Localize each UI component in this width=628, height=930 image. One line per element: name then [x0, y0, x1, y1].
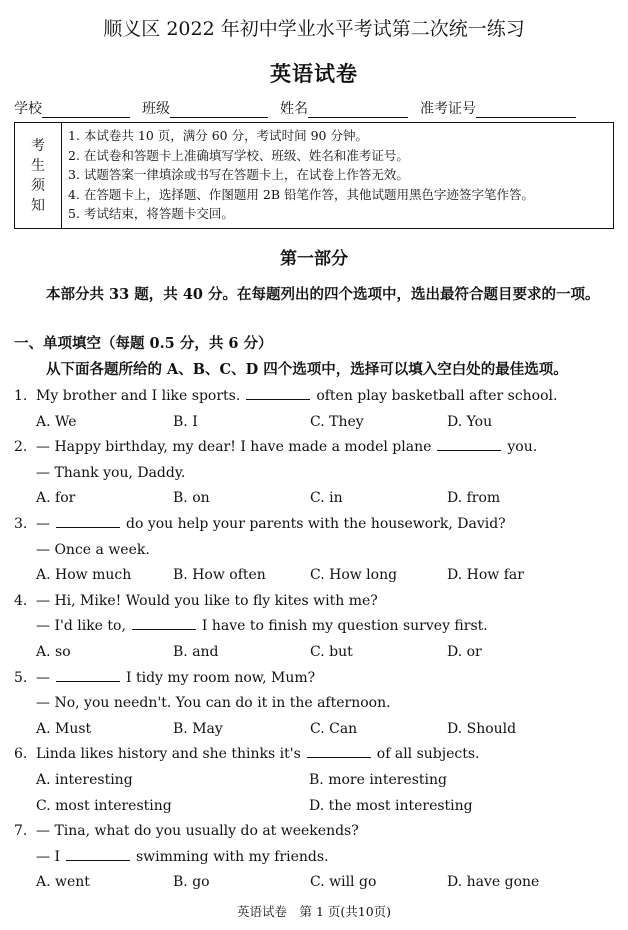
info-field-label: 姓名 — [280, 101, 308, 117]
question-number: 1. — [14, 388, 28, 404]
question-stem-line — [14, 666, 614, 692]
info-field-label: 班级 — [142, 101, 170, 117]
option-row — [14, 794, 614, 820]
info-field — [280, 98, 408, 118]
exam-subtitle: 英语试卷 — [270, 61, 358, 86]
part-intro: 本部分共 33 题，共 40 分。在每题列出的四个选项中，选出最符合题目要求的一项。 — [46, 286, 600, 303]
info-field — [420, 98, 576, 118]
question-text: — — [36, 669, 50, 686]
question-text: do you help your parents with the housework, David? — [126, 515, 506, 532]
answer-option[interactable]: A. We — [36, 413, 77, 430]
question-stem-line — [14, 461, 614, 487]
section-instruction: 从下面各题所给的 A、B、C、D 四个选项中，选择可以填入空白处的最佳选项。 — [46, 361, 568, 378]
answer-option[interactable]: C. How long — [310, 567, 398, 584]
question-text: — Hi, Mike! Would you like to fly kites with me? — [36, 592, 378, 609]
answer-option[interactable]: C. but — [310, 643, 353, 660]
question-stem-line — [14, 435, 614, 461]
question-number: 3. — [14, 515, 28, 532]
question-number: 7. — [14, 823, 28, 840]
answer-option[interactable]: D. How far — [447, 567, 524, 584]
notice-item: 5. 考试结束，将答题卡交回。 — [68, 206, 234, 221]
notice-label-char: 须 — [31, 177, 45, 194]
notice-item: 2. 在试卷和答题卡上准确填写学校、班级、姓名和准考证号。 — [68, 147, 409, 163]
option-row — [14, 410, 614, 436]
answer-option[interactable]: A. went — [36, 874, 90, 891]
answer-option[interactable]: B. I — [173, 413, 198, 430]
answer-option[interactable]: B. on — [173, 490, 210, 507]
question-text: Linda likes history and she thinks it's — [36, 746, 301, 763]
answer-option[interactable]: B. How often — [173, 567, 266, 584]
question-stem-line — [14, 538, 614, 564]
question-stem-line — [14, 819, 614, 845]
question-text: — No, you needn't. You can do it in the afternoon. — [36, 695, 391, 712]
info-field-input-line[interactable] — [42, 103, 130, 118]
answer-option[interactable]: A. for — [36, 490, 76, 507]
answer-option[interactable]: B. May — [173, 720, 223, 737]
option-row — [14, 563, 614, 589]
answer-blank[interactable] — [132, 617, 196, 630]
question-stem-line — [14, 742, 614, 768]
option-row — [14, 717, 614, 743]
info-field-input-line[interactable] — [476, 103, 576, 118]
question-text: I have to finish my question survey first. — [201, 618, 488, 635]
answer-blank[interactable] — [56, 515, 120, 528]
page-footer: 英语试卷 第 1 页(共10页) — [236, 904, 392, 919]
section-title: 一、单项填空（每题 0.5 分，共 6 分） — [14, 335, 273, 352]
question-text: My brother and I like sports. — [36, 388, 241, 404]
question-text: you. — [507, 439, 538, 456]
answer-blank[interactable] — [66, 848, 130, 861]
notice-item: 3. 试题答案一律填涂或书写在答题卡上，在试卷上作答无效。 — [68, 167, 409, 182]
question-number: 2. — [14, 439, 28, 456]
question-number: 5. — [14, 669, 28, 686]
question-text: — Thank you, Daddy. — [36, 464, 186, 481]
student-info-fields — [14, 98, 614, 118]
question-text: I tidy my room now, Mum? — [126, 669, 316, 686]
question-stem-line — [14, 384, 614, 410]
info-field — [14, 98, 130, 118]
question-stem-line — [14, 691, 614, 717]
answer-blank[interactable] — [307, 745, 371, 758]
answer-option[interactable]: C. They — [310, 413, 364, 430]
info-field-label: 学校 — [14, 101, 42, 117]
answer-option[interactable]: B. and — [173, 643, 219, 660]
answer-option[interactable]: D. from — [447, 490, 501, 507]
notice-label-char: 知 — [31, 197, 45, 214]
question-stem-line — [14, 845, 614, 871]
info-field-input-line[interactable] — [170, 103, 268, 118]
answer-option[interactable]: D. or — [447, 643, 482, 660]
answer-option[interactable]: A. interesting — [36, 771, 133, 788]
answer-option[interactable]: C. Can — [310, 720, 358, 737]
answer-option[interactable]: A. How much — [36, 567, 132, 584]
notice-item: 4. 在答题卡上，选择题、作图题用 2B 铅笔作答，其他试题用黑色字迹签字笔作答。 — [68, 186, 534, 202]
notice-label-char: 生 — [31, 157, 45, 174]
exam-notice-box — [14, 122, 614, 229]
answer-blank[interactable] — [56, 669, 120, 682]
info-field-label: 准考证号 — [420, 101, 476, 117]
option-row — [14, 870, 614, 896]
answer-option[interactable]: C. in — [310, 490, 343, 507]
question-text: of all subjects. — [376, 746, 480, 763]
answer-option[interactable]: C. will go — [310, 874, 377, 891]
part-title: 第一部分 — [280, 249, 348, 269]
notice-label-char: 考 — [31, 137, 45, 154]
answer-option[interactable]: D. Should — [447, 720, 517, 737]
question-stem-line — [14, 512, 614, 538]
answer-blank[interactable] — [246, 387, 310, 400]
answer-option[interactable]: A. so — [36, 643, 71, 660]
answer-option[interactable]: B. go — [173, 874, 210, 891]
exam-title: 顺义区 2022 年初中学业水平考试第二次统一练习 — [103, 18, 525, 40]
option-row — [14, 486, 614, 512]
option-row — [14, 640, 614, 666]
question-text: often play basketball after school. — [316, 388, 558, 404]
question-text: — I — [36, 848, 60, 865]
question-text: — I'd like to, — [36, 618, 126, 635]
option-row — [14, 768, 614, 794]
answer-option[interactable]: B. more interesting — [309, 771, 447, 788]
question-text: swimming with my friends. — [135, 848, 329, 865]
info-field — [142, 98, 268, 118]
answer-option[interactable]: D. You — [447, 413, 493, 430]
question-text: — Happy birthday, my dear! I have made a model plane — [36, 439, 432, 456]
question-stem-line — [14, 589, 614, 615]
notice-item: 1. 本试卷共 10 页，满分 60 分，考试时间 90 分钟。 — [68, 128, 368, 143]
question-list — [14, 384, 614, 896]
answer-blank[interactable] — [437, 438, 501, 451]
question-text: — — [36, 515, 50, 532]
answer-option[interactable]: D. the most interesting — [309, 797, 473, 814]
notice-label — [15, 123, 62, 228]
question-text: — Tina, what do you usually do at weekends? — [36, 823, 359, 840]
answer-option[interactable]: C. most interesting — [36, 797, 172, 814]
question-number: 4. — [14, 592, 28, 609]
question-text: — Once a week. — [36, 541, 150, 558]
info-field-input-line[interactable] — [308, 103, 408, 118]
question-number: 6. — [14, 746, 28, 763]
question-stem-line — [14, 614, 614, 640]
notice-items — [62, 123, 613, 228]
answer-option[interactable]: D. have gone — [447, 874, 540, 891]
answer-option[interactable]: A. Must — [36, 720, 92, 737]
